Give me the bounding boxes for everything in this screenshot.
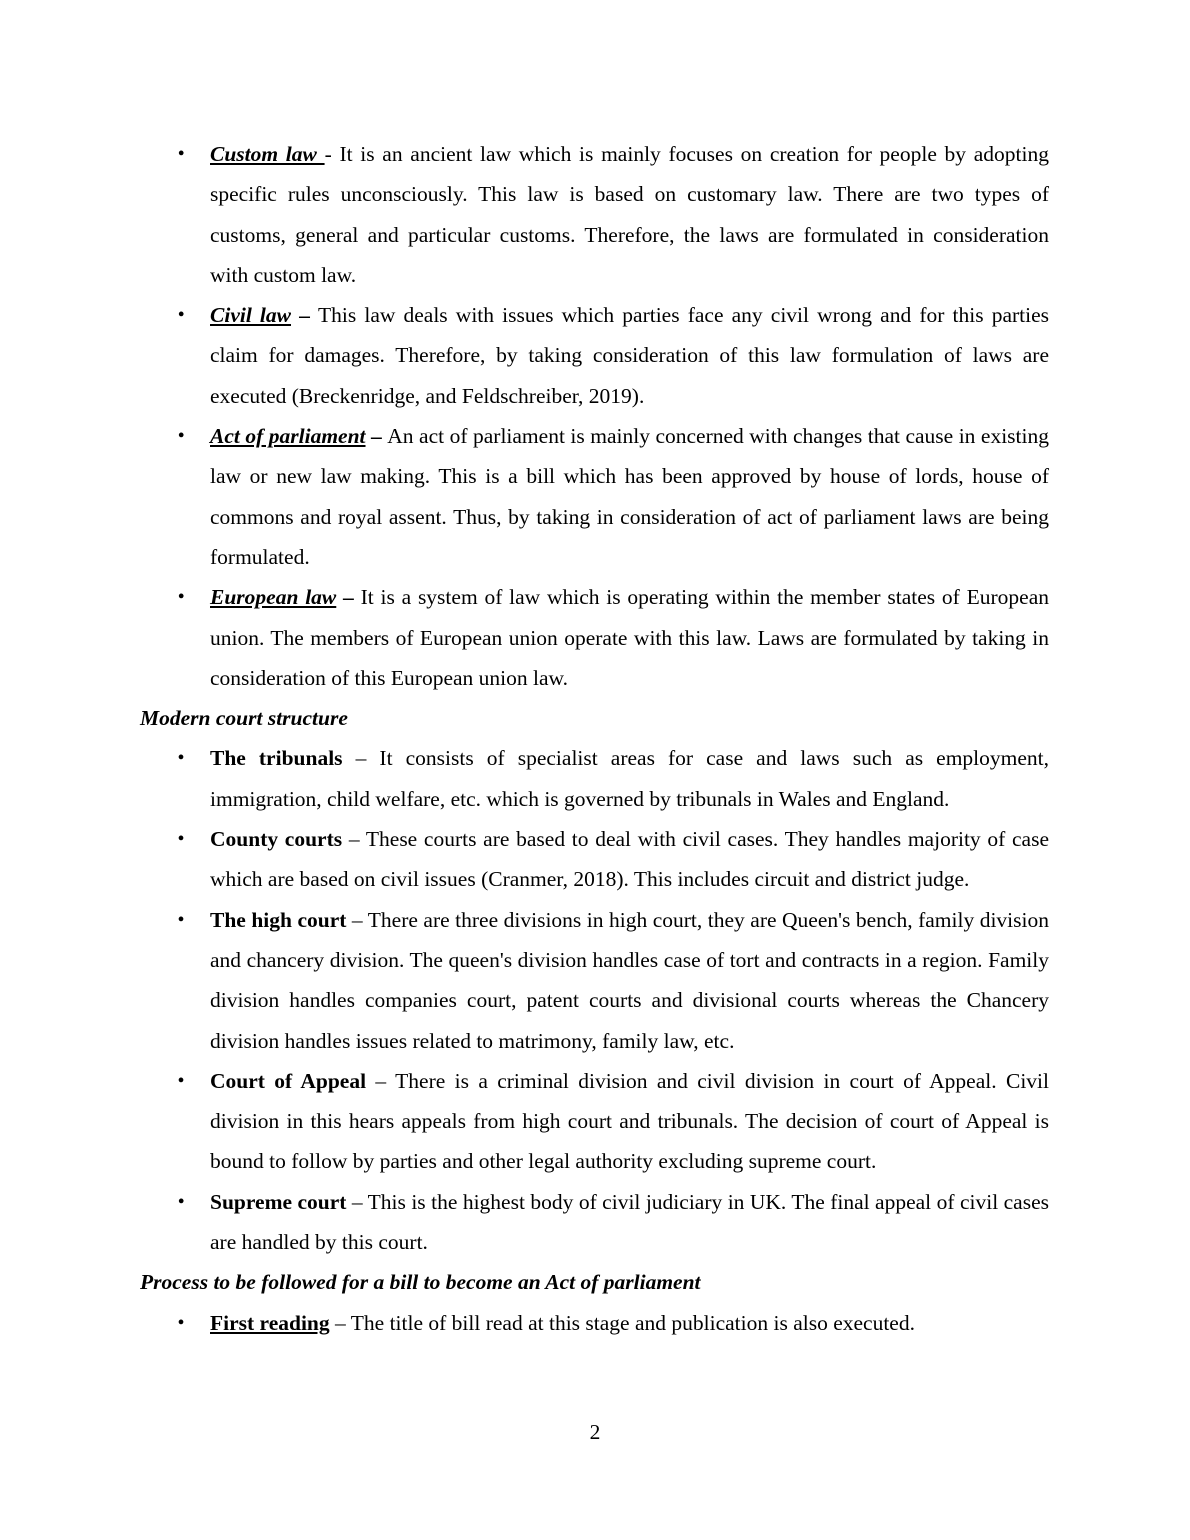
- term-county-courts: County courts: [210, 827, 343, 852]
- heading-bill-process: Process to be followed for a bill to become an Act of parliament: [140, 1270, 701, 1295]
- term-first-reading: First reading: [210, 1310, 330, 1335]
- item-description: This law deals with issues which parties face any civil wrong and for this parties claim for damages. Therefore, by taking consideration of this law formulation of laws are executed (Breckenridge, and Feldschreiber, 2019).: [210, 303, 1050, 408]
- term-separator: –: [365, 424, 388, 449]
- term-separator: –: [346, 907, 368, 932]
- bill-process-list: [140, 1303, 1049, 1343]
- term-separator: –: [291, 303, 318, 328]
- sources-of-law-list: [140, 134, 1049, 698]
- term-separator: –: [336, 585, 361, 610]
- term-supreme-court: Supreme court: [210, 1189, 347, 1214]
- bullet-icon: •: [177, 143, 185, 165]
- page-content: [140, 134, 1049, 1343]
- term-separator: -: [324, 142, 340, 166]
- bullet-icon: •: [177, 1311, 185, 1334]
- list-item-civil-law: [140, 295, 1049, 416]
- bullet-icon: •: [177, 1190, 185, 1213]
- list-item-high-court: [140, 900, 1049, 1061]
- bullet-icon: •: [177, 425, 185, 448]
- page-number: 2: [589, 1420, 601, 1444]
- list-item-european-law: [140, 577, 1049, 698]
- list-item-act-of-parliament: [140, 416, 1049, 577]
- item-description: It is a system of law which is operating within the member states of European union. The members of European union operate with this law. Laws are formulated by taking in consideration of this European union law.: [210, 585, 1049, 690]
- term-separator: –: [342, 827, 366, 852]
- bullet-icon: •: [177, 304, 185, 327]
- item-description: It is an ancient law which is mainly focuses on creation for people by adopting specific rules unconsciously. This law is based on customary law. There are two types of customs, general and particular customs. Therefore, the laws are formulated in consideration with custom law.: [210, 142, 1049, 287]
- term-high-court: The high court: [210, 907, 347, 932]
- list-item-court-of-appeal: [140, 1061, 1049, 1182]
- term-separator: –: [366, 1068, 396, 1093]
- heading-modern-court-structure: Modern court structure: [140, 706, 348, 731]
- item-description: There are three divisions in high court, they are Queen's bench, family division and chancery division. The queen's division handles case of tort and contracts in a region. Family division handles companies court, patent courts and divisional courts whereas the Chancery division handles issues related to matrimony, family law, etc.: [210, 907, 1049, 1053]
- bullet-icon: •: [177, 586, 185, 609]
- term-european-law: European law: [210, 585, 337, 610]
- item-description: This is the highest body of civil judiciary in UK. The final appeal of civil cases are handled by this court.: [210, 1189, 1049, 1255]
- term-separator: –: [346, 1189, 368, 1214]
- court-structure-list: [140, 738, 1049, 1262]
- list-item-supreme-court: [140, 1182, 1049, 1263]
- term-separator: –: [329, 1310, 351, 1335]
- item-description: These courts are based to deal with civil cases. They handles majority of case which are based on civil issues (Cranmer, 2018). This includes circuit and district judge.: [210, 827, 1049, 892]
- term-court-of-appeal: Court of Appeal: [210, 1068, 367, 1093]
- item-description: It consists of specialist areas for case and laws such as employment, immigration, child welfare, etc. which is governed by tribunals in Wales and England.: [210, 746, 1050, 811]
- list-item-county-courts: [140, 819, 1049, 900]
- item-description: The title of bill read at this stage and publication is also executed.: [350, 1310, 915, 1335]
- term-civil-law: Civil law: [210, 303, 291, 328]
- item-description: An act of parliament is mainly concerned with changes that cause in existing law or new law making. This is a bill which has been approved by house of lords, house of commons and royal assent. Thus, by taking in consideration of act of parliament laws are being formulated.: [210, 424, 1050, 569]
- term-separator: –: [342, 746, 380, 771]
- bullet-icon: •: [177, 828, 185, 851]
- term-custom-law: Custom law: [210, 142, 325, 166]
- bullet-icon: •: [177, 908, 185, 931]
- item-description: There is a criminal division and civil division in court of Appeal. Civil division in this hears appeals from high court and tribunals. The decision of court of Appeal is bound to follow by parties and other legal authority excluding supreme court.: [210, 1068, 1049, 1174]
- term-act-of-parliament: Act of parliament: [210, 424, 366, 449]
- list-item-custom-law: [140, 134, 1049, 295]
- bullet-icon: •: [177, 747, 185, 770]
- list-item-tribunals: [140, 738, 1049, 819]
- list-item-first-reading: [140, 1303, 1049, 1343]
- bullet-icon: •: [177, 1069, 185, 1092]
- term-tribunals: The tribunals: [210, 746, 343, 771]
